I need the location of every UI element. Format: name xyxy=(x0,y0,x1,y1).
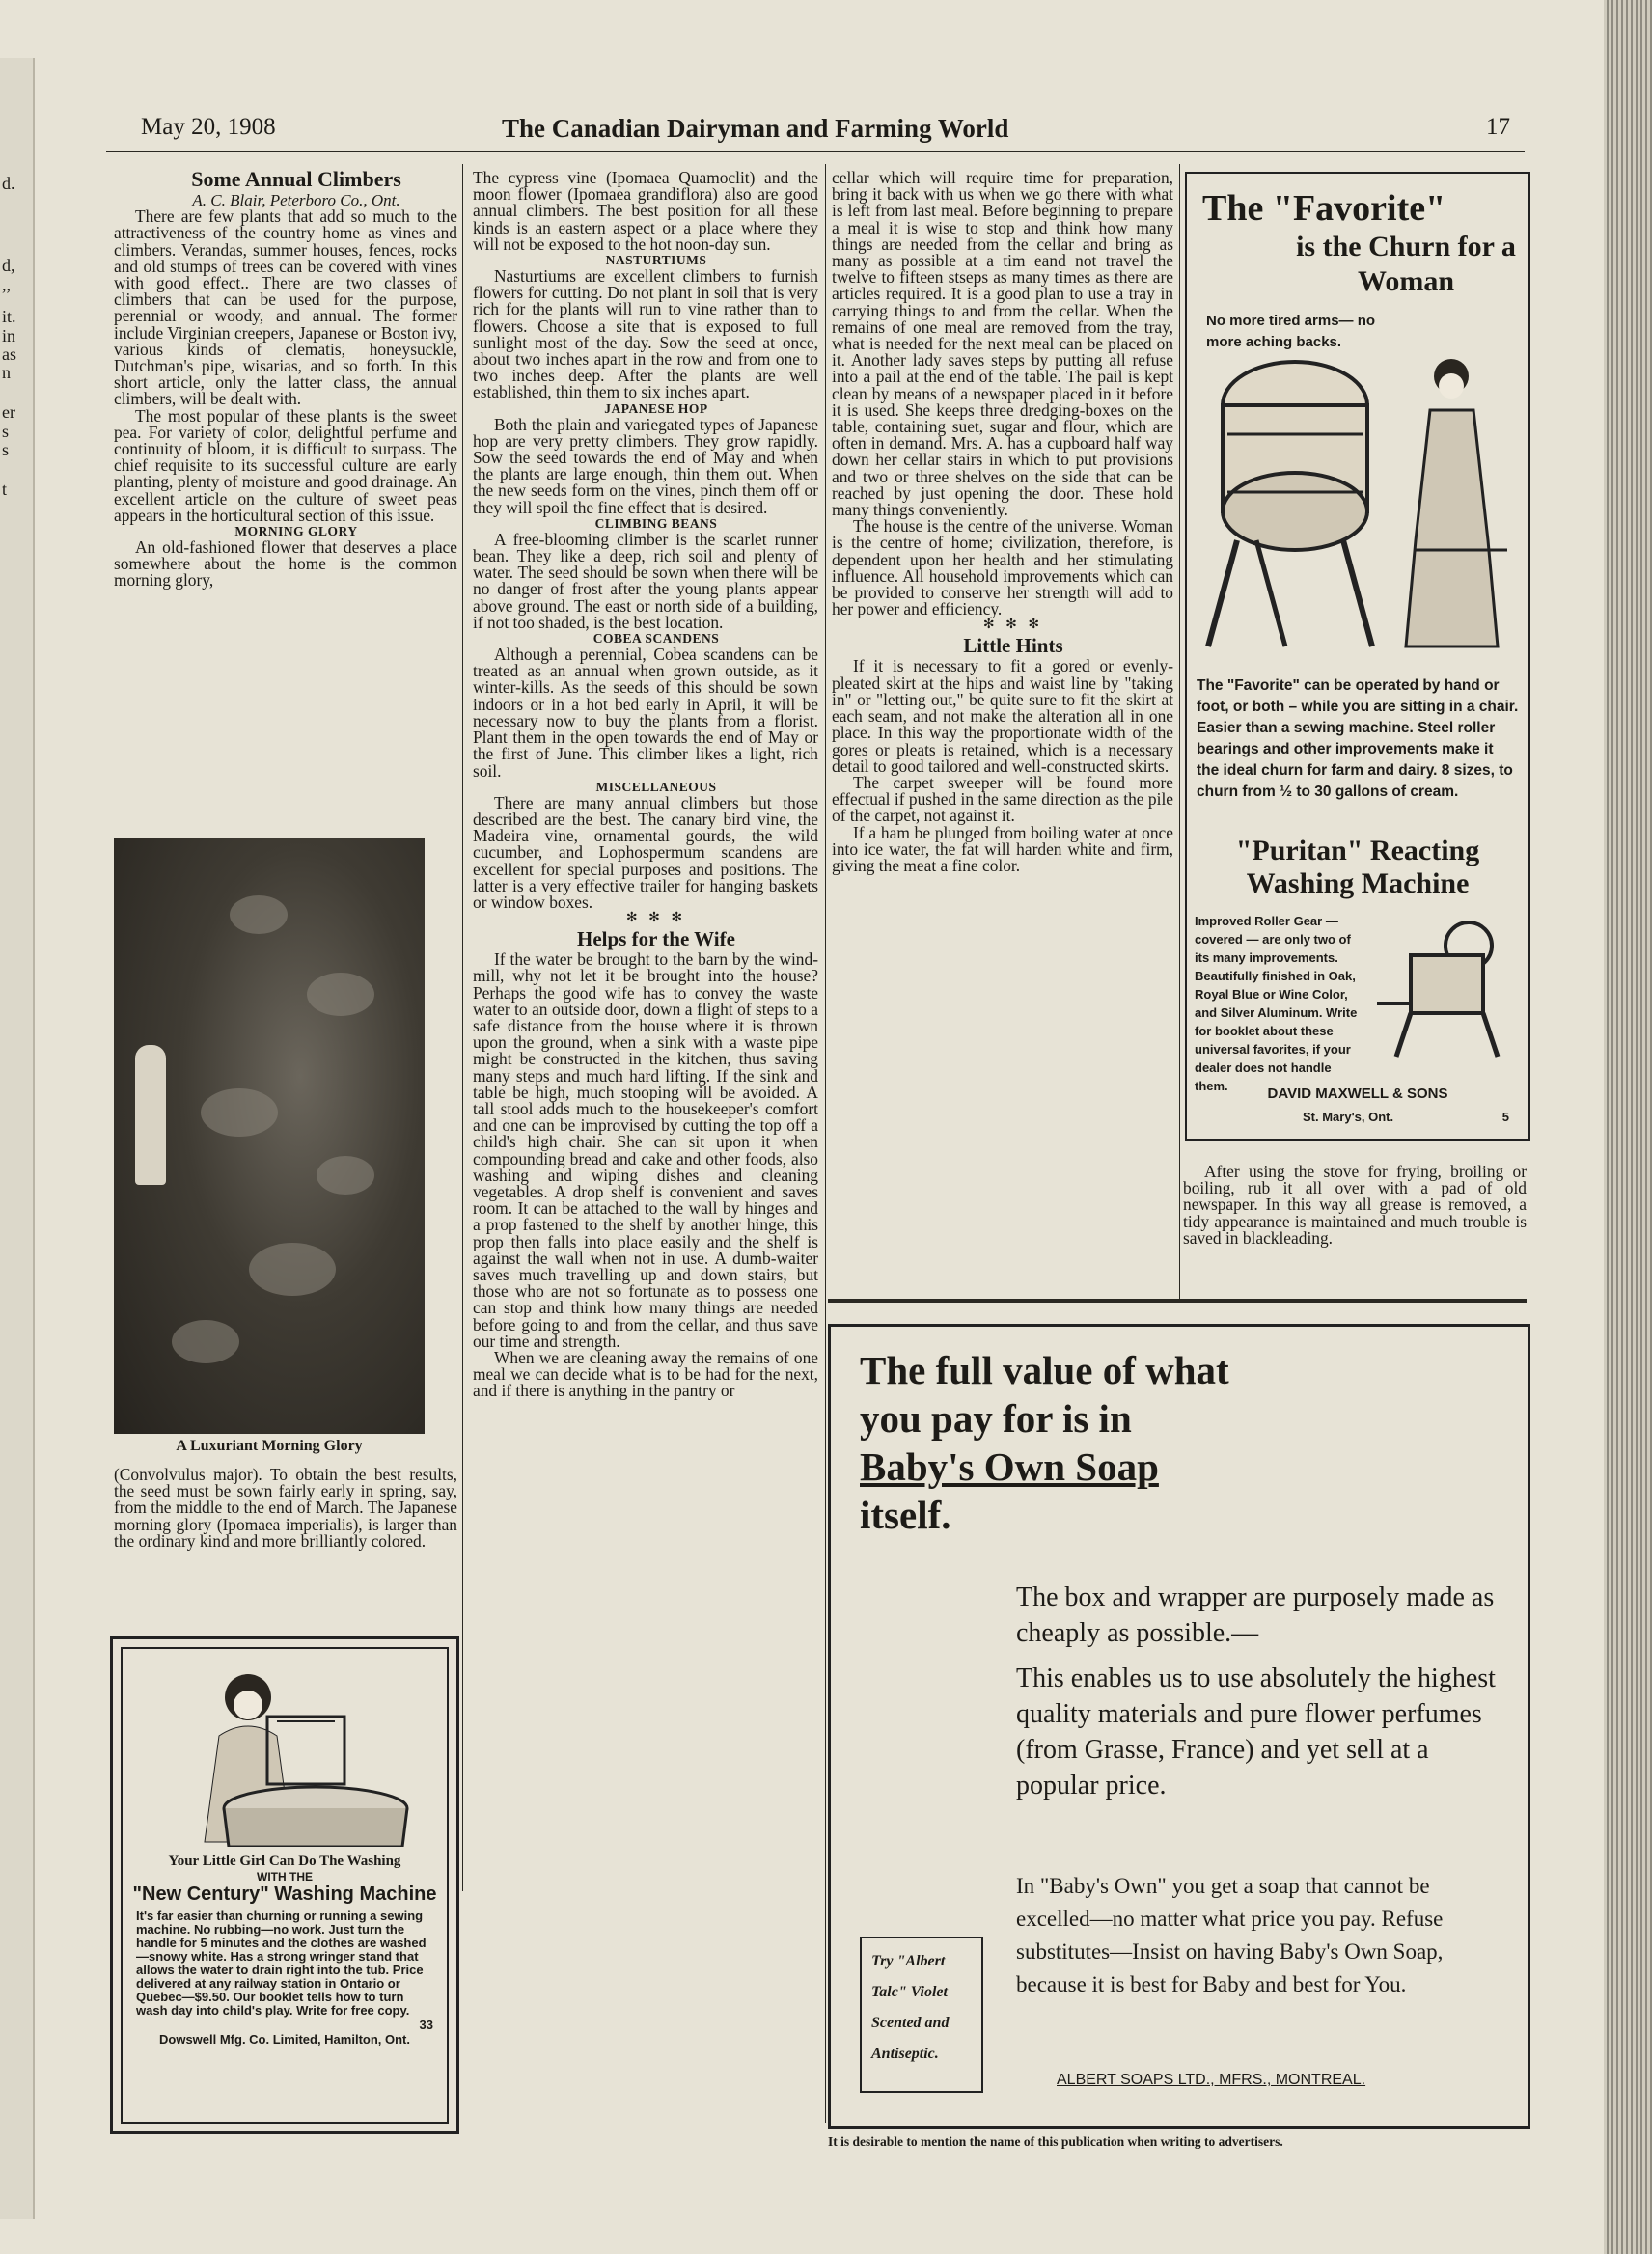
soap-paragraph: This enables us to use absolutely the highest quality materials and pure flower perfumes (from Grasse, France) and yet sell at a popular price. xyxy=(1016,1663,1496,1800)
stove-tip xyxy=(1183,1164,1527,1247)
washing-machine-illustration xyxy=(1372,917,1517,1061)
favorite-churn-ad xyxy=(1185,172,1530,1141)
margin-fragment: er xyxy=(2,402,15,422)
girl-washing-illustration xyxy=(123,1649,447,1847)
margin-fragment: t xyxy=(2,480,8,499)
advertiser-notice: It is desirable to mention the name of this publication when writing to advertisers. xyxy=(828,2134,1283,2149)
paragraph: If a ham be plunged from boiling water at once into ice water, the fat will harden white and firm, giving the meat a fine color. xyxy=(832,822,1173,875)
soap-headline-line: you pay for is in xyxy=(860,1396,1132,1441)
margin-fragment: d, xyxy=(2,256,15,275)
margin-fragment: ,, xyxy=(2,275,11,294)
subheading: CLIMBING BEANS xyxy=(594,515,718,531)
paragraph: When we are cleaning away the remains of one meal we can decide what is to be had for the next, and if there is anything in the pantry or xyxy=(473,1348,818,1401)
babys-own-soap-ad xyxy=(828,1324,1530,2129)
soap-ad-body2 xyxy=(1016,1870,1499,2001)
subheading: COBEA SCANDENS xyxy=(592,631,720,646)
new-century-washer-ad xyxy=(110,1636,459,2134)
margin-fragment: it. xyxy=(2,307,16,326)
article-title: Helps for the Wife xyxy=(577,927,735,951)
washer-ad-body: Improved Roller Gear — covered — are only two of its many improvements. Beautifully finished in Oak, Royal Blue or Wine Color, and Silver Aluminum. Write for booklet about these universal favorites, if your dealer does not handle them. xyxy=(1195,914,1358,1093)
article-byline: A. C. Blair, Peterboro Co., Ont. xyxy=(192,191,400,209)
soap-ad-body xyxy=(1016,1580,1499,1813)
paragraph: The carpet sweeper will be found more effectual if pushed in the same direction as the pile of the carpet, not against it. xyxy=(832,772,1173,826)
subheading: MISCELLANEOUS xyxy=(595,779,717,794)
woman-figure xyxy=(135,1045,166,1185)
washer-ad-number: 5 xyxy=(1501,1110,1509,1124)
paragraph: There are many annual climbers but those described are the best. The canary bird vine, the Madeira vine, ornamental gourds, the wild cucumber, and Lophospermum scandens are excellent for special purposes and positions. The latter is a very effective trailer for hanging baskets or window boxes. xyxy=(473,792,818,912)
ad-with-the: WITH THE xyxy=(257,1870,313,1883)
page-stack-edges xyxy=(1604,0,1652,2254)
article-climbers-col2 xyxy=(473,170,818,1400)
churn-ad-body: The "Favorite" can be operated by hand or foot, or both – while you are sitting in a chair. Easier than a sewing machine. Steel roller bearings and other improvements make it the ideal churn for farm and dairy. 8 sizes, to churn from ½ to 30 gallons of cream. xyxy=(1197,677,1519,800)
churn-illustration xyxy=(1198,338,1517,656)
talc-box: Try "Albert Talc" Violet Scented and Antiseptic. xyxy=(860,1937,983,2093)
ad-headline: Your Little Girl Can Do The Washing xyxy=(168,1854,401,1869)
paragraph: (Convolvulus major). To obtain the best results, the seed must be sown fairly early in spring, say, from the middle to the end of March. The Japanese morning glory (Ipomaea imperialis), is larger than the ordinary kind and more brilliantly colored. xyxy=(114,1465,457,1551)
ornament: ✻ ✻ ✻ xyxy=(625,911,687,926)
column-rule xyxy=(1179,164,1180,1303)
soap-headline-line: The full value of what xyxy=(860,1348,1229,1392)
subheading: NASTURTIUMS xyxy=(605,253,707,268)
churn-ad-title: The "Favorite" xyxy=(1202,188,1446,229)
article-climbers-continued xyxy=(114,1467,457,1550)
soap-brand-name: Baby's Own Soap xyxy=(860,1444,1159,1489)
soap-headline-line: itself. xyxy=(860,1493,951,1537)
morning-glory-photo xyxy=(114,838,425,1434)
header-rule xyxy=(106,151,1525,152)
column-rule xyxy=(825,164,826,2123)
page-number: 17 xyxy=(1486,114,1510,140)
paragraph: Nasturtiums are excellent climbers to furnish flowers for cutting. Do not plant in soil that is very rich for the plants will run to vine rather than to flowers. Choose a site that is exposed to full sunlight most of the day. Sow the seed at once, about two inches apart in the row and from one to two inches deep. After the plants are well established, thin them to six inches apart. xyxy=(473,266,818,402)
soap-paragraph: In "Baby's Own" you get a soap that cannot be excelled—no matter what price you pay. Refuse substitutes—Insist on having Baby's Own Soap, because it is best for Baby and best for You. xyxy=(1016,1874,1444,1996)
margin-fragment: s xyxy=(2,422,10,441)
paragraph: If it is necessary to fit a gored or evenly-pleated skirt at the hips and waist line by "taking in" or "letting out," be quite sure to fit the skirt at each seam, and not make the alteration all in one place. In this way the proportionate width of the gores or pleats is retained, which is a necessary detail to good tailored and well-constructed skirts. xyxy=(832,656,1173,776)
ad-body: It's far easier than churning or running a sewing machine. No rubbing—no work. Just turn the handle for 5 minutes and the clothes are washed—snowy white. Has a strong wringer stand that allows the water to drain right into the tub. Price delivered at any railway station in Ontario or Quebec—$9.50. Our booklet tells how to turn wash day into child's play. Write for free copy. xyxy=(136,1909,427,2018)
paragraph: Both the plain and variegated types of Japanese hop are very pretty climbers. They grow rapidly. Sow the seed towards the end of May and when the plants are large enough, thin them out. When the new seeds form on the vines, pinch them off or they will spoil the fine effect that is desired. xyxy=(473,414,818,517)
previous-page-strip xyxy=(0,58,35,2219)
article-title: Little Hints xyxy=(963,634,1063,658)
ad-manufacturer: Dowswell Mfg. Co. Limited, Hamilton, Ont. xyxy=(159,2032,410,2047)
washer-ad-title: "Puritan" Reacting Washing Machine xyxy=(1235,835,1480,899)
article-climbers xyxy=(114,167,457,590)
ad-product-name: "New Century" Washing Machine xyxy=(132,1883,437,1905)
margin-fragment: in xyxy=(2,326,16,345)
ornament: ✻ ✻ ✻ xyxy=(982,618,1044,633)
article-title: Some Annual Climbers xyxy=(191,167,401,191)
paragraph: The cypress vine (Ipomaea Quamoclit) and the moon flower (Ipomaea grandiflora) also are good annual climbers. The best position for all these kinds is an eastern aspect or a place where they will not be exposed to the hot noon-day sun. xyxy=(473,168,818,254)
subheading: JAPANESE HOP xyxy=(604,400,708,416)
paragraph: The house is the centre of the universe. Woman is the centre of home; civilization, therefore, is dependent upon her health and her stimulating influence. All household improvements which can be provided to conserve her strength will add to her power and efficiency. xyxy=(832,516,1173,619)
paragraph: If the water be brought to the barn by the wind-mill, why not let it be brought into the house? Perhaps the good wife has to convey the waste water to an outside door, down a flight of steps to a safe distance from the house where it is thrown upon the ground, when a sink with a waste pipe might be constructed in the kitchen, thus saving many steps and much hard lifting. If the sink and table be high, much stooping will be avoided. A tall stool adds much to the housekeeper's comfort and one can be improvised by cutting the top off a child's high chair. She can sit upon it when compounding bread and cake and other foods, also washing and wiping dishes and cleaning vegetables. A drop shelf is convenient and saves room. It can be attached to the wall by hinges and a prop fastened to the shelf by another hinge, this prop then falls into place easily and the shelf is against the wall when not in use. A dumb-waiter saves much travelling up and down stairs, but those who are not so fortunate as to possess one can stop and think how many things are needed before going to and from the cellar, and thus save our time and strength. xyxy=(473,949,818,1351)
subheading: MORNING GLORY xyxy=(234,524,358,539)
ad-number: 33 xyxy=(419,2018,433,2032)
margin-fragment: n xyxy=(2,363,11,382)
soap-ad-maker: ALBERT SOAPS LTD., MFRS., MONTREAL. xyxy=(1057,2072,1366,2088)
margin-fragment: s xyxy=(2,440,10,459)
margin-fragment: d. xyxy=(2,174,15,193)
paragraph: The most popular of these plants is the sweet pea. For variety of color, delightful perfume and continuity of bloom, it is difficult to surpass. The chief requisite to its successful culture are early planting, plenty of moisture and good drainage. An excellent article on the culture of sweet peas appears in the horticultural section of this issue. xyxy=(114,405,457,525)
ad-top-rule xyxy=(828,1299,1527,1303)
paragraph: cellar which will require time for preparation, bring it back with us when we go there with what is left from last meal. Before beginning to prepare a meal it is wise to stop and think how many things are needed from the cellar and bring as many as possible at a tim eand not travel the twelve to fifteen stseps as many times as there are articles required. It is a good plan to use a tray in carrying things to and from the cellar. When the remains of one meal are removed from the tray, what is needed for the next meal can be placed on it. Another lady saves steps by putting all refuse into a pail at the end of the table. The pail is kept clean by means of a newspaper placed in it before it is used. She keeps three dredging-boxes on the table, containing suet, sugar and flour, which are often in demand. Mrs. A. has a cupboard half way down her cellar stairs in which to put provisions and two or three shelves on the side that can be reached by just opening the door. These hold many things conveniently. xyxy=(832,168,1173,520)
paragraph: A free-blooming climber is the scarlet runner bean. They like a deep, rich soil and plenty of water. The seed should be sown when there will be no danger of frost after the young plants appear above ground. The east or north side of a building, if not too shaded, is the best location. xyxy=(473,529,818,632)
publication-title: The Canadian Dairyman and Farming World xyxy=(502,114,1009,143)
column-rule xyxy=(462,164,463,1891)
churn-ad-subtitle: is the Churn for a Woman xyxy=(1296,231,1516,297)
paragraph: There are few plants that add so much to the attractiveness of the country home as vines and climbers. Verandas, summer houses, fences, rocks and old stumps of trees can be covered with vines with good effect.. There are two classes of climbers that can be used for the purpose, perennial or woody, and annual. The former include Virginian creepers, Japanese or Boston ivy, various kinds of clematis, honeysuckle, Dutchman's pipe, wisarias, and so forth. In this short article, only the latter class, the annual climbers, will be dealt with. xyxy=(114,206,457,409)
margin-fragment: as xyxy=(2,344,16,364)
issue-date: May 20, 1908 xyxy=(141,114,276,140)
washer-ad-location: St. Mary's, Ont. xyxy=(1303,1110,1394,1124)
soap-paragraph: The box and wrapper are purposely made as cheaply as possible.— xyxy=(1016,1582,1495,1648)
article-helps-col3 xyxy=(832,170,1173,874)
soap-ad-headline xyxy=(860,1346,1229,1539)
paragraph: An old-fashioned flower that deserves a place somewhere about the home is the common morning glory, xyxy=(114,537,457,591)
paragraph: After using the stove for frying, broiling or boiling, rub it all over with a pad of old newspaper. In this way all grease is removed, a tidy appearance is maintained and much trouble is saved in blackleading. xyxy=(1183,1162,1527,1248)
churn-ad-tagline: No more tired arms— no more aching backs. xyxy=(1206,313,1376,350)
photo-caption: A Luxuriant Morning Glory xyxy=(176,1438,363,1454)
washer-ad-maker: DAVID MAXWELL & SONS xyxy=(1267,1086,1448,1102)
paragraph: Although a perennial, Cobea scandens can be treated as an annual when grown outside, as it winter-kills. As the seeds of this should be sown indoors or in a hot bed early in April, it will be necessary now to buy the plants from a florist. Plant them in the open towards the end of May or the first of June. This climber likes a light, rich soil. xyxy=(473,645,818,781)
